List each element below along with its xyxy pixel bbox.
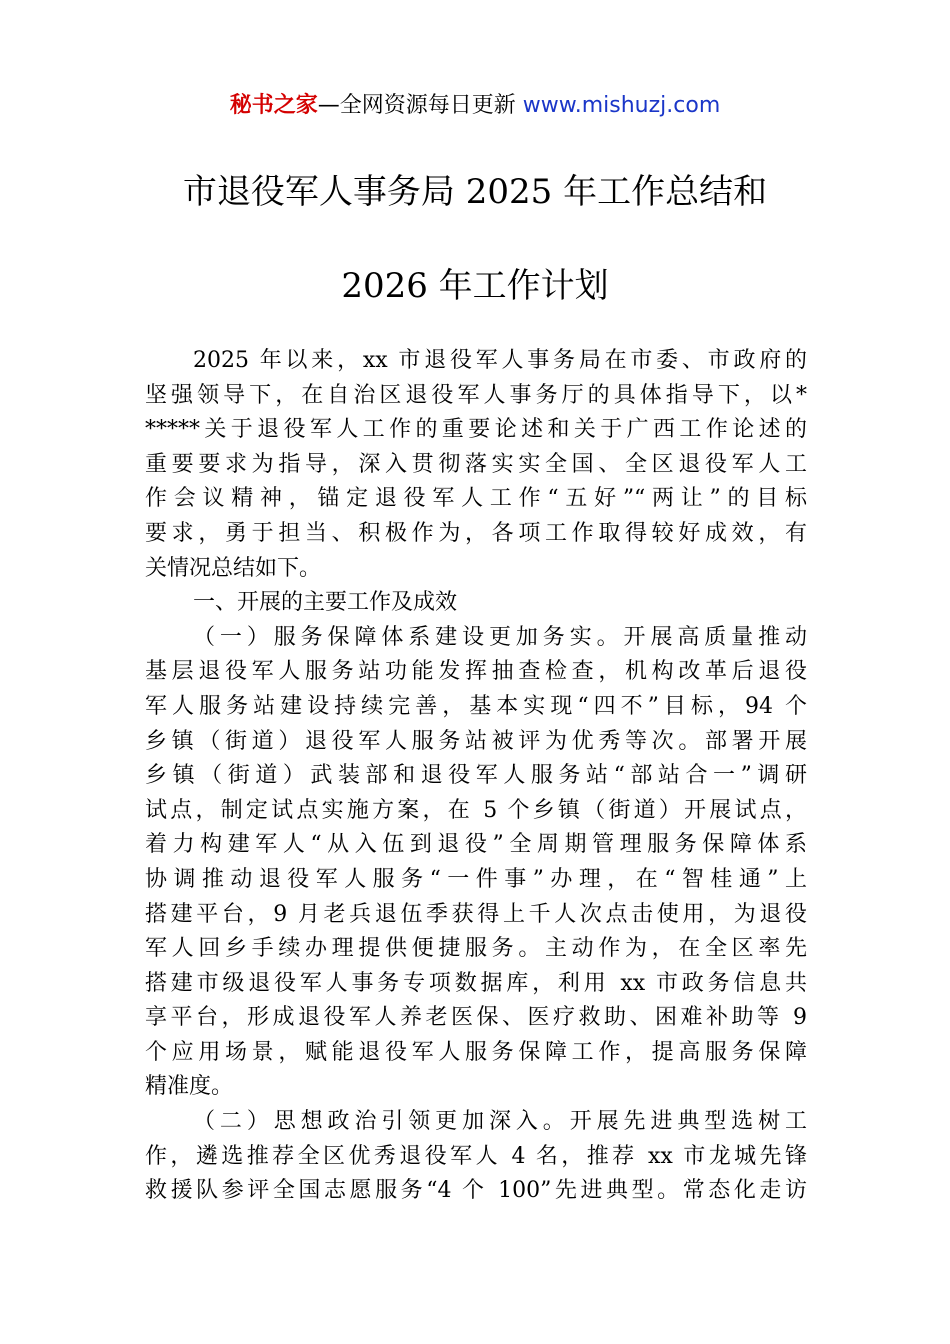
- body-line: 坚强领导下，在自治区退役军人事务厅的具体指导下，以*: [145, 382, 807, 408]
- body-line: 2025 年以来，xx 市退役军人事务局在市委、市政府的: [193, 348, 807, 373]
- body-line: 享平台，形成退役军人养老医保、医疗救助、困难补助等 9: [145, 1005, 807, 1031]
- body-line: 试点，制定试点实施方案，在 5 个乡镇（街道）开展试点，: [145, 797, 807, 823]
- body-line: 着力构建军人“从入伍到退役”全周期管理服务保障体系: [145, 832, 807, 858]
- document-title-line-1: 市退役军人事务局 2025 年工作总结和: [182, 172, 768, 212]
- body-line: 基层退役军人服务站功能发挥抽查检查，机构改革后退役: [145, 659, 807, 685]
- body-line: （二）思想政治引领更加深入。开展先进典型选树工: [193, 1109, 807, 1135]
- body-line: 重要要求为指导，深入贯彻落实实全国、全区退役军人工: [145, 451, 807, 477]
- site-brand: 秘书之家: [229, 93, 318, 118]
- body-line: 协调推动退役军人服务“一件事”办理，在“智桂通”上: [145, 866, 807, 892]
- site-url-link[interactable]: www.mishuzj.com: [522, 93, 721, 118]
- body-line: *****关于退役军人工作的重要论述和关于广西工作论述的: [145, 417, 807, 443]
- body-line: 军人回乡手续办理提供便捷服务。主动作为，在全区率先: [145, 936, 807, 962]
- body-line: 搭建平台，9 月老兵退伍季获得上千人次点击使用，为退役: [145, 901, 807, 927]
- body-line: 搭建市级退役军人事务专项数据库，利用 xx 市政务信息共: [145, 970, 807, 996]
- body-line: （一）服务保障体系建设更加务实。开展高质量推动: [193, 624, 807, 650]
- document-body: [145, 344, 807, 1209]
- body-line: 作会议精神，锚定退役军人工作“五好”“两让”的目标: [145, 486, 807, 512]
- document-title-line-2: 2026 年工作计划: [341, 266, 609, 306]
- body-line: 精准度。: [145, 1074, 234, 1100]
- body-line: 要求，勇于担当、积极作为，各项工作取得较好成效，有: [145, 520, 807, 546]
- body-line: 乡镇（街道）武装部和退役军人服务站“部站合一”调研: [145, 763, 807, 789]
- body-line: 个应用场景，赋能退役军人服务保障工作，提高服务保障: [145, 1039, 807, 1065]
- section-heading: 一、开展的主要工作及成效: [193, 590, 458, 616]
- site-header: [0, 88, 950, 119]
- body-line: 关情况总结如下。: [145, 555, 322, 581]
- body-line: 乡镇（街道）退役军人服务站被评为优秀等次。部署开展: [145, 728, 807, 754]
- body-line: 作，遴选推荐全区优秀退役军人 4 名，推荐 xx 市龙城先锋: [145, 1143, 807, 1169]
- site-tagline: —全网资源每日更新: [317, 93, 516, 118]
- body-line: 救援队参评全国志愿服务“4 个 100”先进典型。常态化走访: [145, 1178, 807, 1204]
- body-line: 军人服务站建设持续完善，基本实现“四不”目标，94 个: [145, 693, 807, 719]
